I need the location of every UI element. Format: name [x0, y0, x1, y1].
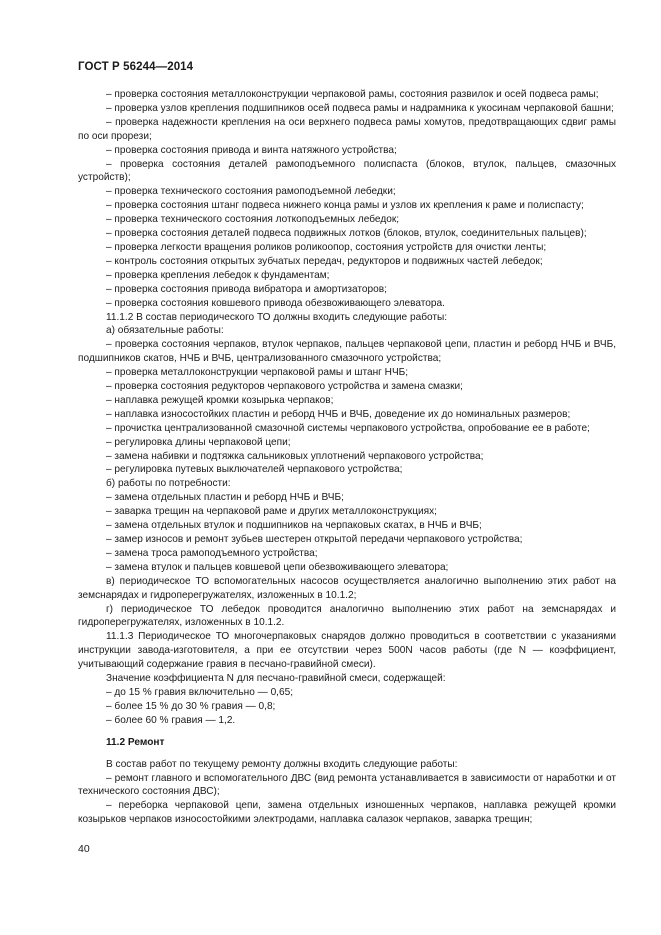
paragraph: г) периодическое ТО лебедок проводится аналогично выполнению этих работ на земснарядах и гидроперегружателях, изложенных в 10.1.2.	[78, 603, 616, 629]
paragraph: – замер износов и ремонт зубьев шестерен открытой передачи черпакового устройства;	[106, 534, 523, 545]
paragraph: 11.1.3 Периодическое ТО многочерпаковых снарядов должно проводиться в соответствии с указаниями инструкции завода-изготовителя, а при ее отсутствии через 500N часов работы (где N — коэффициент, учитывающий содержание гравия в песчано-гравийной смеси).	[78, 631, 616, 671]
paragraph: – регулировка путевых выключателей черпакового устройства;	[106, 464, 403, 476]
paragraph: В состав работ по текущему ремонту должны входить следующие работы:	[106, 758, 458, 770]
section-heading: 11.2 Ремонт	[106, 736, 165, 748]
paragraph: – проверка состояния металлоконструкции черпаковой рамы, состояния развилок и осей подвеса рамы;	[106, 89, 599, 100]
paragraph: – проверка легкости вращения роликов роликоопор, состояния устройств для очистки ленты;	[106, 241, 547, 253]
paragraph: – проверка состояния привода и винта натяжного устройства;	[106, 144, 397, 156]
paragraph: в) периодическое ТО вспомогательных насосов осуществляется аналогично выполнению этих работ на земснарядах и гидроперегружателях, изложенных в 10.1.2;	[78, 575, 616, 601]
paragraph: а) обязательные работы:	[106, 325, 224, 337]
paragraph: – замена набивки и подтяжка сальниковых уплотнений черпакового устройства;	[106, 450, 484, 462]
page-header: ГОСТ Р 56244—2014	[78, 61, 194, 73]
paragraph: – до 15 % гравия включительно — 0,65;	[106, 686, 294, 698]
paragraph: Значение коэффициента N для песчано-гравийной смеси, содержащей:	[106, 673, 446, 685]
paragraph: – замена отдельных втулок и подшипников на черпаковых скатах, в НЧБ и ВЧБ;	[106, 520, 482, 532]
paragraph: – проверка металлоконструкции черпаковой рамы и штанг НЧБ;	[106, 367, 409, 379]
paragraph: – проверка состояния деталей рамоподъемного полиспаста (блоков, втулок, пальцев, смазочных устройств);	[78, 158, 616, 184]
paragraph: – проверка надежности крепления на оси верхнего подвеса рамы хомутов, предотвращающих сдвиг рамы по оси прорези;	[78, 116, 616, 142]
paragraph: – проверка крепления лебедок к фундаментам;	[106, 269, 330, 281]
paragraph: – проверка состояния черпаков, втулок черпаков, пальцев черпаковой цепи, пластин и реборд НЧБ и ВЧБ, подшипников скатов, НЧБ и ВЧБ, централизованного смазочного устройства;	[78, 339, 616, 365]
paragraph: – замена троса рамоподъемного устройства;	[106, 547, 318, 559]
paragraph: – проверка состояния штанг подвеса нижнего конца рамы и узлов их крепления к раме и полиспасту;	[106, 200, 584, 212]
paragraph: – прочистка централизованной смазочной системы черпакового устройства, опробование ее в работе;	[106, 422, 590, 434]
paragraph: – проверка узлов крепления подшипников осей подвеса рамы и надрамника к укосинам черпаковой башни;	[106, 102, 614, 114]
paragraph: – более 15 % до 30 % гравия — 0,8;	[106, 700, 276, 712]
paragraph: – проверка технического состояния рамоподъемной лебедки;	[106, 186, 396, 198]
page-number: 40	[78, 843, 90, 855]
paragraph: – переборка черпаковой цепи, замена отдельных изношенных черпаков, наплавка режущей кромки козырьков черпаков износостойкими электродами, наплавка салазок черпаков, заварка трещин;	[78, 800, 616, 826]
paragraph: – замена отдельных пластин и реборд НЧБ и ВЧБ;	[106, 492, 344, 504]
paragraph: – регулировка длины черпаковой цепи;	[106, 436, 291, 448]
paragraph: – проверка состояния ковшевого привода обезвоживающего элеватора.	[106, 297, 445, 309]
paragraph: – наплавка режущей кромки козырька черпаков;	[106, 394, 334, 406]
paragraph: – проверка состояния привода вибратора и амортизаторов;	[106, 283, 387, 295]
paragraph: – проверка состояния редукторов черпакового устройства и замена смазки;	[106, 381, 463, 393]
paragraph: б) работы по потребности:	[106, 478, 231, 490]
paragraph: – заварка трещин на черпаковой раме и других металлоконструкциях;	[106, 506, 437, 518]
paragraph: – проверка технического состояния лоткоподъемных лебедок;	[106, 214, 400, 226]
document-body	[78, 88, 616, 827]
paragraph: 11.1.2 В состав периодического ТО должны входить следующие работы:	[106, 311, 448, 323]
paragraph: – контроль состояния открытых зубчатых передач, редукторов и подвижных частей лебедок;	[106, 255, 543, 267]
paragraph: – ремонт главного и вспомогательного ДВС (вид ремонта устанавливается в зависимости от наработки и от технического состояния ДВС);	[78, 772, 616, 798]
paragraph: – замена втулок и пальцев ковшевой цепи обезвоживающего элеватора;	[106, 561, 449, 573]
paragraph: – более 60 % гравия — 1,2.	[106, 714, 236, 726]
paragraph: – наплавка износостойких пластин и реборд НЧБ и ВЧБ, доведение их до номинальных размеров;	[106, 408, 571, 420]
paragraph: – проверка состояния деталей подвеса подвижных лотков (блоков, втулок, соединительных пальцев);	[106, 228, 587, 240]
